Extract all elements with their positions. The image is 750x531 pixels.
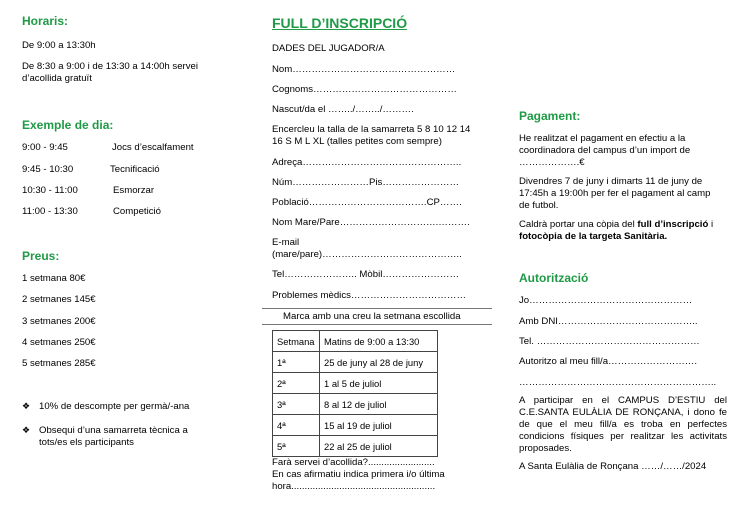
pagament-line-2a: Divendres 7 de juny i dimarts 11 de juny de bbox=[519, 176, 703, 187]
pagament-line-2b: 17:45h a 19:00h per fer el pagament al camp bbox=[519, 188, 711, 199]
discount-text: 10% de descompte per germà/-ana bbox=[39, 401, 190, 412]
field-email-a: E-mail bbox=[272, 237, 300, 248]
auth-dni: Amb DNI…………………………………….. bbox=[519, 316, 698, 327]
pagament-line-3a bbox=[519, 219, 713, 231]
horaris-title: Horaris: bbox=[22, 14, 69, 28]
header-matins: Matins de 9:00 a 13:30 bbox=[320, 331, 438, 352]
week-dates: 1 al 5 de juliol bbox=[320, 373, 438, 394]
gift-text-a: Obsequi d’una samarreta tècnica a bbox=[39, 425, 188, 436]
table-row[interactable] bbox=[273, 394, 438, 415]
field-talla-b: 16 S M L XL (talles petites com sempre) bbox=[272, 136, 442, 147]
schedule-activity-2: Tecnificació bbox=[110, 164, 160, 175]
price-4: 4 setmanes 250€ bbox=[22, 337, 96, 348]
schedule-time-2: 9:45 - 10:30 bbox=[22, 164, 74, 175]
marca-instruction: Marca amb una creu la setmana escollida bbox=[283, 311, 461, 322]
diamond-bullet-icon: ❖ bbox=[22, 425, 31, 435]
table-row[interactable] bbox=[273, 373, 438, 394]
exemple-title: Exemple de dia: bbox=[22, 118, 114, 132]
table-row[interactable] bbox=[273, 415, 438, 436]
auth-dots: …………………………………………………….. bbox=[519, 377, 717, 388]
weeks-table bbox=[272, 330, 438, 457]
field-nascut: Nascut/da el ……../……../………. bbox=[272, 104, 414, 115]
auth-signatura: A Santa Eulàlia de Ronçana ……/……/2024 bbox=[519, 461, 707, 472]
auth-autoritzo: Autoritzo al meu fill/a………………………. bbox=[519, 356, 698, 367]
pagament-copy-text: Caldrà portar una còpia del bbox=[519, 219, 638, 230]
field-talla-a: Encercleu la talla de la samarreta 5 8 10 12 14 bbox=[272, 124, 471, 135]
table-row[interactable] bbox=[273, 436, 438, 457]
price-3: 3 setmanes 200€ bbox=[22, 316, 96, 327]
week-number: 5ª bbox=[273, 436, 320, 457]
schedule-time-4: 11:00 - 13:30 bbox=[22, 206, 78, 217]
diamond-bullet-icon: ❖ bbox=[22, 401, 31, 411]
schedule-time-3: 10:30 - 11:00 bbox=[22, 185, 78, 196]
header-setmana: Setmana bbox=[273, 331, 320, 352]
auth-jo: Jo…………………………………………… bbox=[519, 295, 693, 306]
autoritzacio-title: Autorització bbox=[519, 271, 589, 285]
week-dates: 8 al 12 de juliol bbox=[320, 394, 438, 415]
schedule-activity-3: Esmorzar bbox=[113, 185, 155, 196]
gift-text-b: tots/es els participants bbox=[39, 437, 134, 448]
schedule-activity-4: Competició bbox=[113, 206, 161, 217]
week-number: 3ª bbox=[273, 394, 320, 415]
pagament-line-1a: He realitzat el pagament en efectiu a la bbox=[519, 133, 686, 144]
divider-top bbox=[262, 308, 492, 309]
week-number: 2ª bbox=[273, 373, 320, 394]
price-5: 5 setmanes 285€ bbox=[22, 358, 96, 369]
field-adreca: Adreça………………………………………….. bbox=[272, 157, 462, 168]
pagament-line-1b: coordinadora del campus d’un import de bbox=[519, 145, 691, 156]
field-nom: Nom…………………………………………… bbox=[272, 64, 456, 75]
horaris-line-2b: d’acollida gratuït bbox=[22, 73, 92, 84]
week-dates: 22 al 25 de juliol bbox=[320, 436, 438, 457]
week-number: 1ª bbox=[273, 352, 320, 373]
pagament-copy-and: i bbox=[708, 219, 714, 230]
field-tel: Tel………………….. Mòbil…………………… bbox=[272, 269, 460, 280]
preus-title: Preus: bbox=[22, 249, 60, 263]
table-row[interactable] bbox=[273, 352, 438, 373]
field-problemes: Problemes mèdics……………………………… bbox=[272, 290, 467, 301]
field-email-b: (mare/pare)…………………………………….. bbox=[272, 249, 462, 260]
pagament-card-bold: fotocòpia de la targeta Sanitària. bbox=[519, 231, 668, 242]
pagament-copy-bold: full d’inscripció bbox=[637, 219, 709, 230]
week-dates: 15 al 19 de juliol bbox=[320, 415, 438, 436]
horaris-line-2a: De 8:30 a 9:00 i de 13:30 a 14:00h servei bbox=[22, 61, 199, 72]
field-acollida: Farà servei d’acollida?......................... bbox=[272, 457, 435, 468]
pagament-line-3b bbox=[519, 231, 667, 243]
field-nom-pare: Nom Mare/Pare………………………….………. bbox=[272, 217, 470, 228]
price-2: 2 setmanes 145€ bbox=[22, 294, 96, 305]
form-subtitle: DADES DEL JUGADOR/A bbox=[272, 43, 385, 54]
form-title: FULL D’INSCRIPCIÓ bbox=[272, 15, 408, 31]
pagament-title: Pagament: bbox=[519, 109, 581, 123]
field-cognoms: Cognoms……………………………………… bbox=[272, 84, 457, 95]
divider-bottom bbox=[262, 324, 492, 325]
week-dates: 25 de juny al 28 de juny bbox=[320, 352, 438, 373]
pagament-line-1c: ……………….€ bbox=[519, 157, 585, 168]
auth-tel: Tel. …………………………………………… bbox=[519, 336, 700, 347]
schedule-activity-1: Jocs d’escalfament bbox=[112, 142, 194, 153]
price-1: 1 setmana 80€ bbox=[22, 273, 86, 284]
horaris-line-1: De 9:00 a 13:30h bbox=[22, 40, 96, 51]
field-afirmatiu-b: hora...................................................... bbox=[272, 481, 436, 492]
week-number: 4ª bbox=[273, 415, 320, 436]
auth-consent: A participar en el CAMPUS D’ESTIU del C.E.SANTA EULÀLIA DE RONÇANA, i dono fe de que el meu fill/a es troba en perfectes condicions físiques per realitzar les activitats proposades. bbox=[519, 395, 727, 454]
pagament-line-2c: de futbol. bbox=[519, 200, 559, 211]
field-num-pis: Núm……………………Pis…………………… bbox=[272, 177, 460, 188]
field-afirmatiu-a: En cas afirmatiu indica primera i/o última bbox=[272, 469, 445, 480]
field-poblacio: Població……………………………….CP……. bbox=[272, 197, 462, 208]
table-header-row bbox=[273, 331, 438, 352]
schedule-time-1: 9:00 - 9:45 bbox=[22, 142, 68, 153]
